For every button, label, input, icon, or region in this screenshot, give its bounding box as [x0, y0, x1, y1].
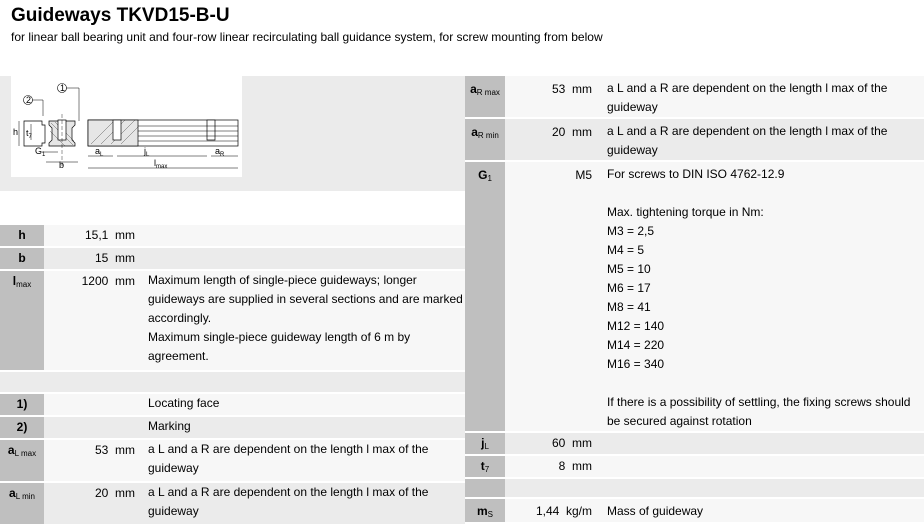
spec-value: 53 mm: [505, 76, 598, 119]
svg-text:lmax: $l_{max}$: [154, 158, 168, 170]
guideway-drawing: [11, 76, 242, 177]
spec-symbol: b: [0, 248, 44, 271]
right-spec-table: [465, 76, 924, 524]
spec-description: [139, 248, 465, 271]
spec-description: Maximum length of single-piece guideways; longer guideways are supplied in several sections and are marked accordingly. Maximum single-piece guideway length of 6 m by agreement.: [139, 271, 465, 372]
spec-value: 15,1 mm: [44, 225, 139, 248]
svg-text:aR: $a_R$: [215, 146, 225, 158]
spec-description: a L and a R are dependent on the length l max of the guideway: [598, 76, 924, 119]
spec-row-marking: [0, 417, 465, 440]
svg-text:jL: $j_L$: [144, 146, 150, 158]
spec-symbol: $G_1$: [465, 162, 505, 433]
spec-value: 1200 mm: [44, 271, 139, 372]
spec-symbol: $a_{L min}$: [0, 483, 44, 524]
spec-description: [598, 456, 924, 479]
svg-text:G1: $G_1$: [35, 146, 46, 158]
spec-description: a L and a R are dependent on the length l max of the guideway: [598, 119, 924, 162]
spec-value: 8 mm: [505, 456, 598, 479]
spec-value: [44, 394, 139, 417]
spec-row-al-max: [0, 440, 465, 483]
spec-row-b: [0, 248, 465, 271]
spec-symbol: $t_7$: [465, 456, 505, 479]
spec-row-al-min: [0, 483, 465, 524]
spec-row-g1: [465, 162, 924, 433]
spec-row-ar-max: [465, 76, 924, 119]
svg-text:h: h: [13, 127, 19, 137]
spec-description: a L and a R are dependent on the length l max of the guideway: [139, 440, 465, 483]
svg-text:2: 2: [26, 95, 32, 105]
page-title: Guideways TKVD15-B-U: [11, 5, 230, 26]
row-spacer: [0, 372, 465, 394]
spec-symbol: $m_S$: [465, 499, 505, 524]
spec-symbol: $a_{R min}$: [465, 119, 505, 162]
spec-symbol: h: [0, 225, 44, 248]
spec-row-t7: [465, 456, 924, 479]
spec-row-h: [0, 225, 465, 248]
spec-description: Marking: [139, 417, 465, 440]
spec-symbol: $a_{L max}$: [0, 440, 44, 483]
svg-text:aL: $a_L$: [95, 146, 104, 158]
spec-row-jl: [465, 433, 924, 456]
spec-symbol: $a_{R max}$: [465, 76, 505, 119]
spec-description: Locating face: [139, 394, 465, 417]
spec-row-ar-min: [465, 119, 924, 162]
spec-symbol: 1): [0, 394, 44, 417]
spec-value: 1,44 kg/m: [505, 499, 598, 524]
spec-value: [44, 417, 139, 440]
svg-text:t7: $t_7$: [26, 128, 32, 140]
spec-description: [598, 433, 924, 456]
spec-value: 20 mm: [44, 483, 139, 524]
spacer: [0, 191, 465, 225]
svg-text:b: b: [59, 160, 65, 170]
spec-description: For screws to DIN ISO 4762-12.9 Max. tightening torque in Nm: M3 = 2,5 M4 = 5 M5 = 10 M6 = 17 M8 = 41 M12 = 140 M14 = 220 M16 = 340 If there is a possibility of settling, the fixing screws should be secured against rotation: [598, 162, 924, 433]
header: [0, 0, 924, 76]
spec-symbol: 2): [0, 417, 44, 440]
left-spec-table: [0, 225, 465, 524]
spec-value: M5: [505, 162, 598, 433]
spec-symbol: $l_{max}$: [0, 271, 44, 372]
spec-value: 15 mm: [44, 248, 139, 271]
page-subtitle: for linear ball bearing unit and four-row linear recirculating ball guidance system, for screw mounting from below: [11, 30, 603, 44]
spec-description: [139, 225, 465, 248]
spec-description: Mass of guideway: [598, 499, 924, 524]
spec-value: 53 mm: [44, 440, 139, 483]
spec-value: 60 mm: [505, 433, 598, 456]
spec-row-ms: [465, 499, 924, 524]
spec-value: 20 mm: [505, 119, 598, 162]
svg-text:1: 1: [60, 83, 66, 93]
spec-row-lmax: [0, 271, 465, 372]
spec-row-locating-face: [0, 394, 465, 417]
spec-symbol: $j_L$: [465, 433, 505, 456]
spec-description: a L and a R are dependent on the length l max of the guideway: [139, 483, 465, 524]
row-spacer: [465, 479, 924, 499]
